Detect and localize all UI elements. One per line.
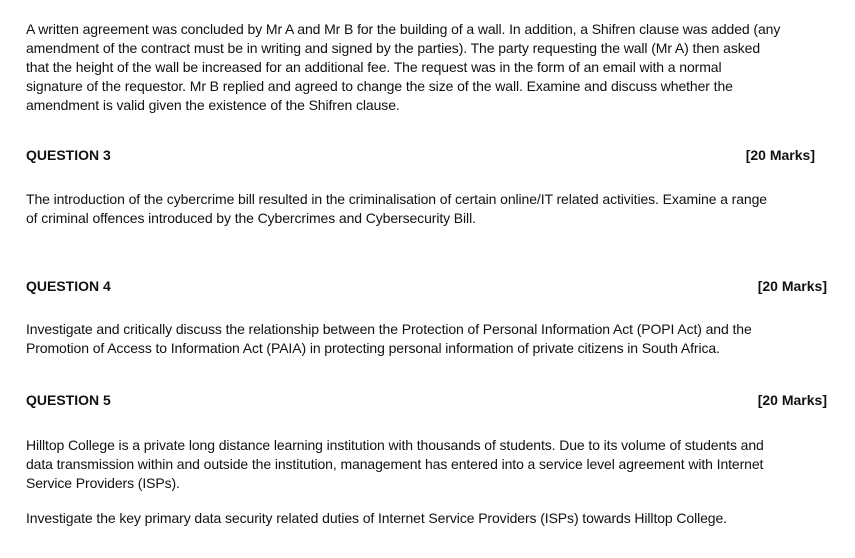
question-5-task-paragraph	[26, 509, 727, 528]
intro-line: amendment is valid given the existence of the Shifren clause.	[26, 97, 400, 113]
question-3-line: The introduction of the cybercrime bill resulted in the criminalisation of certain online/IT related activities. Examine a range	[26, 191, 767, 207]
question-5-paragraph	[26, 436, 764, 493]
question-4-marks: [20 Marks]	[757, 278, 827, 294]
intro-line: signature of the requestor. Mr B replied and agreed to change the size of the wall. Examine and discuss whether the	[26, 78, 733, 94]
question-3-marks: [20 Marks]	[745, 147, 815, 163]
intro-line: amendment of the contract must be in writing and signed by the parties). The party requesting the wall (Mr A) then asked	[26, 40, 761, 56]
intro-paragraph	[26, 20, 780, 115]
question-3-paragraph	[26, 190, 767, 228]
question-5-heading: QUESTION 5	[26, 392, 111, 408]
question-5-line: Service Providers (ISPs).	[26, 475, 180, 491]
question-4-line: Promotion of Access to Information Act (PAIA) in protecting personal information of private citizens in South Africa.	[26, 340, 720, 356]
question-5-marks: [20 Marks]	[757, 392, 827, 408]
question-4-line: Investigate and critically discuss the relationship between the Protection of Personal Information Act (POPI Act) and the	[26, 321, 752, 337]
question-5-line: data transmission within and outside the institution, management has entered into a service level agreement with Internet	[26, 456, 764, 472]
intro-line: that the height of the wall be increased for an additional fee. The request was in the form of an email with a normal	[26, 59, 722, 75]
question-3-heading: QUESTION 3	[26, 147, 111, 163]
intro-line: A written agreement was concluded by Mr A and Mr B for the building of a wall. In addition, a Shifren clause was added (any	[26, 21, 781, 37]
question-5-task-line: Investigate the key primary data security related duties of Internet Service Providers (ISPs) towards Hilltop College.	[26, 510, 727, 526]
question-4-paragraph	[26, 320, 752, 358]
question-5-line: Hilltop College is a private long distance learning institution with thousands of students. Due to its volume of students and	[26, 437, 764, 453]
question-3-line: of criminal offences introduced by the Cybercrimes and Cybersecurity Bill.	[26, 210, 476, 226]
question-4-heading: QUESTION 4	[26, 278, 111, 294]
